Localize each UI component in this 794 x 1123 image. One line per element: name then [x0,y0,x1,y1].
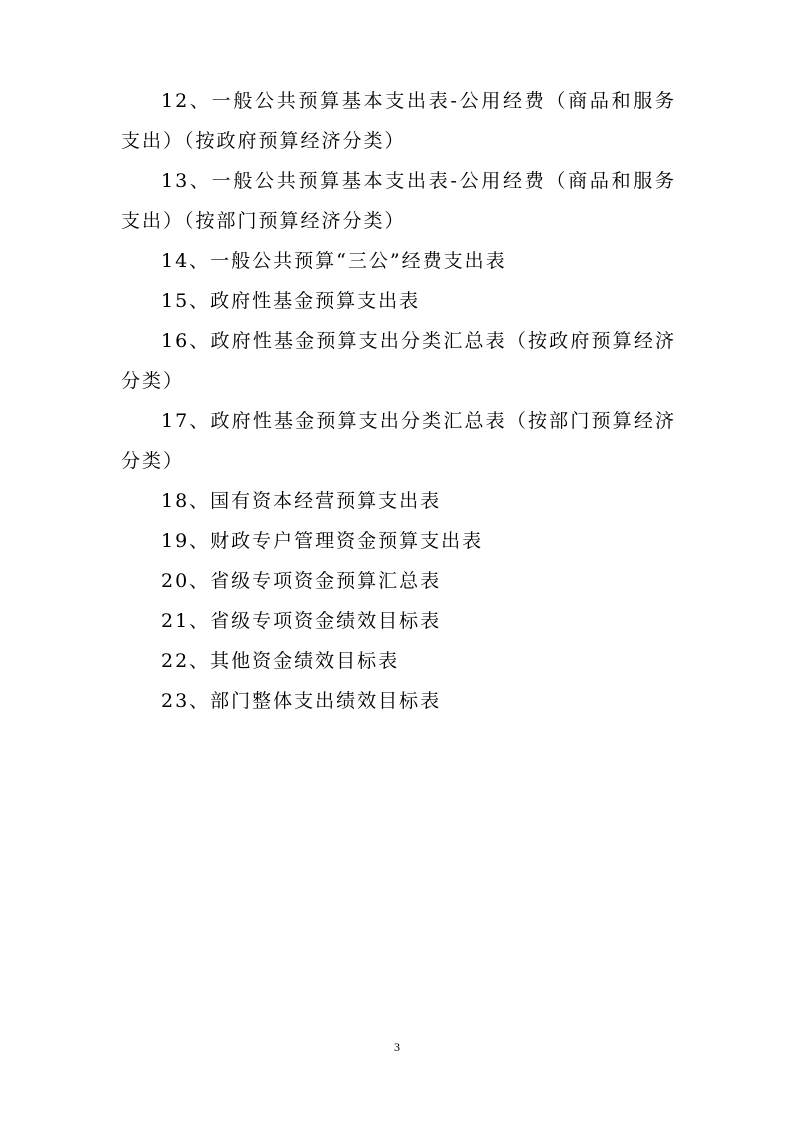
list-item: 21、省级专项资金绩效目标表 [161,610,442,632]
table-list [121,81,676,721]
list-item: 13、一般公共预算基本支出表-公用经费（商品和服务支出）（按部门预算经济分类） [121,170,676,232]
list-item: 17、政府性基金预算支出分类汇总表（按部门预算经济分类） [121,410,676,472]
list-item: 22、其他资金绩效目标表 [161,650,400,672]
list-item: 23、部门整体支出绩效目标表 [161,690,442,712]
list-item: 19、财政专户管理资金预算支出表 [161,530,484,552]
list-item: 18、国有资本经营预算支出表 [161,490,442,512]
page-number: 3 [394,1040,400,1054]
list-item: 16、政府性基金预算支出分类汇总表（按政府预算经济分类） [121,330,676,392]
list-item: 14、一般公共预算“三公”经费支出表 [161,250,507,272]
list-item: 20、省级专项资金预算汇总表 [161,570,442,592]
list-item: 12、一般公共预算基本支出表-公用经费（商品和服务支出）（按政府预算经济分类） [121,90,676,152]
list-item: 15、政府性基金预算支出表 [161,290,421,312]
